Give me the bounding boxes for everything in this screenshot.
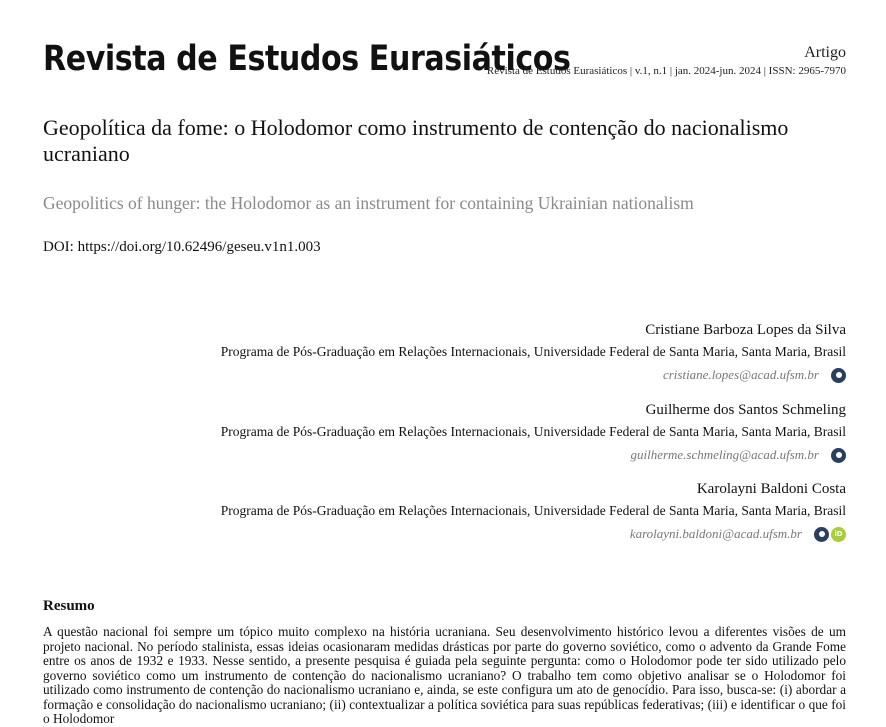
abstract-heading: Resumo <box>43 598 95 614</box>
article-title-english: Geopolitics of hunger: the Holodomor as an instrument for containing Ukrainian nationalism <box>43 193 694 213</box>
lattes-icon[interactable] <box>831 368 846 383</box>
article-type-label: Artigo <box>804 44 846 61</box>
journal-title: Revista de Estudos Eurasiáticos <box>43 39 571 79</box>
author-contact-row <box>221 525 846 543</box>
orcid-icon[interactable]: iD <box>831 527 846 542</box>
author-contact-row <box>221 366 846 384</box>
author-block <box>221 320 846 384</box>
abstract-body: A questão nacional foi sempre um tópico muito complexo na história ucraniana. Seu desenvolvimento histórico levou a diferentes visões de um projeto nacional. No período stalinista, essas ideias ocasionaram medidas drásticas por parte do governo soviético, como o advento da Grande Fome entre os anos de 1932 e 1933. Nesse sentido, a presente pesquisa é guiada pela seguinte pergunta: como o Holodomor pode ter sido utilizado pelo governo soviético como um instrumento de contenção do nacionalismo ucraniano? O trabalho tem como objetivo analisar se o Holodomor foi utilizado como instrumento de contenção do nacionalismo ucraniano e, ainda, se este configura um ato de genocídio. Para isso, busca-se: (i) abordar a formação e consolidação do nacionalismo ucraniano; (ii) contextualizar a política soviética para suas repúblicas federativas; (iii) e identificar o que foi o Holodomor <box>43 624 846 726</box>
article-title: Geopolítica da fome: o Holodomor como instrumento de contenção do nacionalismo ucraniano <box>43 115 789 166</box>
author-affiliation: Programa de Pós-Graduação em Relações Internacionais, Universidade Federal de Santa Maria, Santa Maria, Brasil <box>220 503 846 518</box>
lattes-icon[interactable] <box>814 527 829 542</box>
author-affiliation: Programa de Pós-Graduação em Relações Internacionais, Universidade Federal de Santa Maria, Santa Maria, Brasil <box>220 424 846 439</box>
author-contact-row <box>221 446 846 464</box>
author-name: Guilherme dos Santos Schmeling <box>645 402 846 418</box>
author-affiliation: Programa de Pós-Graduação em Relações Internacionais, Universidade Federal de Santa Maria, Santa Maria, Brasil <box>220 344 846 359</box>
issue-info: Revista de Estudos Eurasiáticos | v.1, n.1 | jan. 2024-jun. 2024 | ISSN: 2965-7970 <box>486 65 846 77</box>
doi-link[interactable]: DOI: https://doi.org/10.62496/geseu.v1n1.003 <box>43 239 321 255</box>
author-email[interactable]: cristiane.lopes@acad.ufsm.br <box>662 367 819 382</box>
author-name: Karolayni Baldoni Costa <box>696 481 846 497</box>
author-email[interactable]: guilherme.schmeling@acad.ufsm.br <box>630 447 819 462</box>
author-name: Cristiane Barboza Lopes da Silva <box>645 322 846 338</box>
author-email[interactable]: karolayni.baldoni@acad.ufsm.br <box>629 526 802 541</box>
author-block <box>221 400 846 464</box>
lattes-icon[interactable] <box>831 448 846 463</box>
author-block <box>221 479 846 543</box>
